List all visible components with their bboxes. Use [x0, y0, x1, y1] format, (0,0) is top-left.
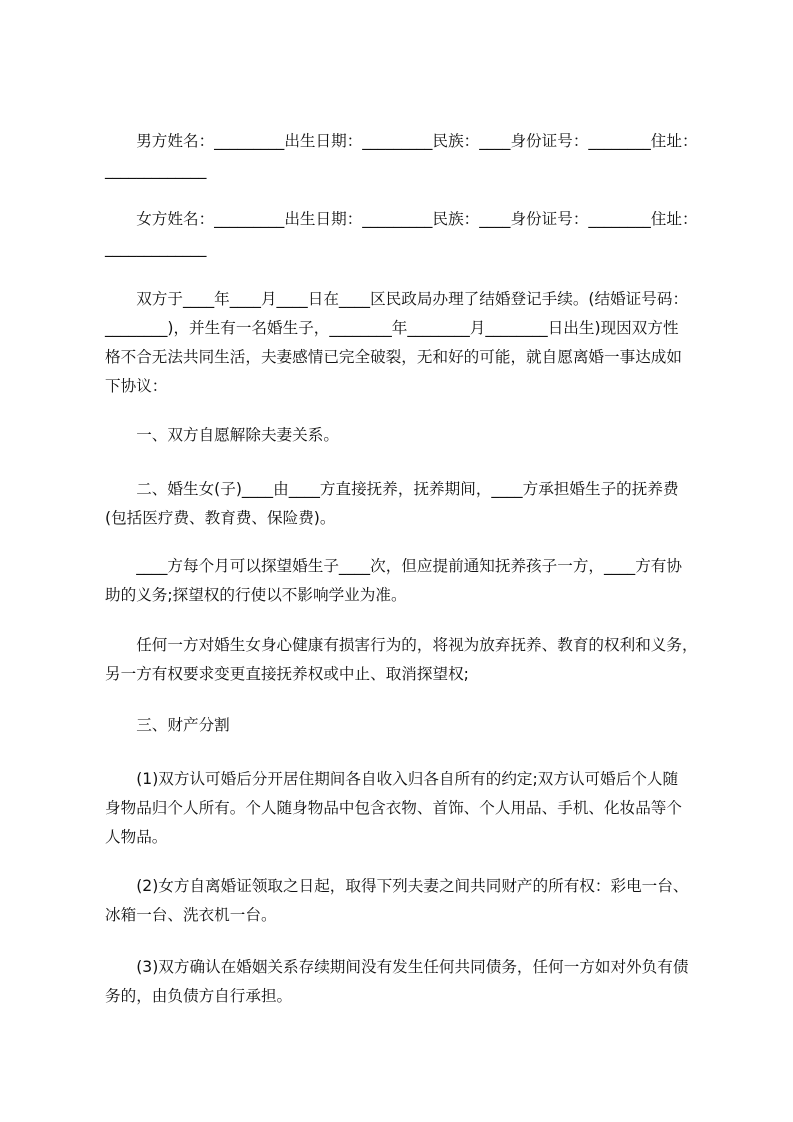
paragraph-line: 另一方有权要求变更直接抚养权或中止、取消探望权;	[105, 665, 469, 683]
paragraph-line: 务的，由负债方自行承担。	[105, 987, 293, 1005]
paragraph-line: ____方每个月可以探望婚生子____次，但应提前通知抚养孩子一方，____方有协	[105, 557, 682, 575]
paragraph-line: 冰箱一台、洗衣机一台。	[105, 906, 277, 924]
paragraph-line: (3)双方确认在婚姻关系存续期间没有发生任何共同债务，任何一方如对外负有债	[105, 958, 689, 976]
paragraph-line: 女方姓名：_________出生日期：_________民族：____身份证号：________住址：	[105, 210, 698, 228]
paragraph-line: _____________	[105, 161, 207, 179]
property-2-paragraph	[105, 872, 711, 930]
paragraph-line: 下协议：	[105, 377, 168, 395]
paragraph-line: 男方姓名：_________出生日期：_________民族：____身份证号：________住址：	[105, 132, 698, 150]
paragraph-line: 三、财产分割	[105, 716, 230, 734]
clause-1-paragraph	[105, 421, 711, 450]
clause-3-paragraph	[105, 711, 711, 740]
harm-clause-paragraph	[105, 631, 711, 689]
paragraph-line: 二、婚生女(子)____由____方直接抚养，抚养期间，____方承担婚生子的抚养费	[105, 480, 679, 498]
paragraph-line: 格不合无法共同生活，夫妻感情已完全破裂，无和好的可能，就自愿离婚一事达成如	[105, 348, 682, 366]
paragraph-line: (2)女方自离婚证领取之日起，取得下列夫妻之间共同财产的所有权：彩电一台、	[105, 877, 689, 895]
visitation-paragraph	[105, 552, 711, 610]
paragraph-line: 一、双方自愿解除夫妻关系。	[105, 426, 339, 444]
paragraph-line: _____________	[105, 239, 207, 257]
marriage-intro-paragraph	[105, 285, 711, 401]
paragraph-line: 人物品。	[105, 828, 168, 846]
paragraph-line: ________)，并生有一名婚生子，________年________月________日出生)现因双方性	[105, 319, 679, 337]
paragraph-line: (包括医疗费、教育费、保险费)。	[105, 509, 336, 527]
clause-2-paragraph	[105, 475, 711, 533]
male-info-paragraph	[105, 127, 711, 185]
paragraph-line: 助的义务;探望权的行使以不影响学业为准。	[105, 586, 407, 604]
property-3-paragraph	[105, 953, 711, 1011]
paragraph-line: 任何一方对婚生女身心健康有损害行为的，将视为放弃抚养、教育的权利和义务，	[105, 636, 698, 654]
paragraph-line: 双方于____年____月____日在____区民政局办理了结婚登记手续。(结婚证号码：	[105, 290, 689, 308]
paragraph-line: 身物品归个人所有。个人随身物品中包含衣物、首饰、个人用品、手机、化妆品等个	[105, 799, 682, 817]
property-1-paragraph	[105, 765, 711, 852]
paragraph-line: (1)双方认可婚后分开居住期间各自收入归各自所有的约定;双方认可婚后个人随	[105, 770, 679, 788]
female-info-paragraph	[105, 205, 711, 263]
